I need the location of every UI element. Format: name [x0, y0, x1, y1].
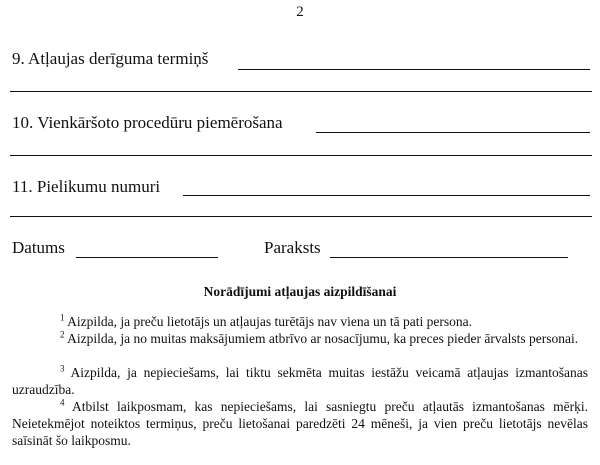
- field-validity-period-label: 9. Atļaujas derīguma termiņš: [12, 49, 209, 68]
- field-validity-period-extra-line[interactable]: [10, 91, 592, 92]
- field-validity-period-line[interactable]: [238, 69, 590, 70]
- field-attachment-numbers-label: 11. Pielikumu numuri: [12, 177, 161, 196]
- field-attachment-numbers-extra-line[interactable]: [10, 216, 592, 217]
- note-2-number: 2: [60, 329, 65, 340]
- page-number: 2: [296, 4, 304, 20]
- note-4-number: 4: [60, 397, 65, 408]
- field-simplified-procedures-label: 10. Vienkāršoto procedūru piemērošana: [12, 113, 283, 132]
- instructions-title: Norādījumi atļaujas aizpildīšanai: [203, 284, 397, 299]
- note-3: [12, 364, 588, 398]
- note-3-text: Aizpilda, ja nepieciešams, lai tiktu sekmēta muitas iestāžu veicamā atļaujas izmantošanas uzraudzība.: [12, 365, 588, 397]
- note-1: [12, 313, 588, 330]
- date-line[interactable]: [76, 257, 218, 258]
- note-2: [12, 330, 588, 347]
- note-1-number: 1: [60, 312, 65, 323]
- field-simplified-procedures-line[interactable]: [316, 132, 590, 133]
- note-1-text: Aizpilda, ja preču lietotājs un atļaujas turētājs nav viena un tā pati persona.: [67, 314, 473, 329]
- field-attachment-numbers-line[interactable]: [183, 195, 590, 196]
- signature-line[interactable]: [330, 257, 568, 258]
- note-4: [12, 398, 588, 449]
- note-3-number: 3: [60, 363, 65, 374]
- field-simplified-procedures-extra-line[interactable]: [10, 155, 592, 156]
- note-4-text: Atbilst laikposmam, kas nepieciešams, lai sasniegtu preču atļautās izmantošanas mērķi. Neietekmējot noteiktos termiņus, preču lietošanai paredzēti 24 mēneši, ja vien preču lietotājs nevēlas saīsināt šo laikposmu.: [12, 399, 588, 448]
- date-label: Datums: [12, 238, 65, 257]
- note-2-text: Aizpilda, ja no muitas maksājumiem atbrīvo ar nosacījumu, ka preces pieder ārvalsts personai.: [67, 331, 579, 346]
- signature-label: Paraksts: [264, 238, 321, 257]
